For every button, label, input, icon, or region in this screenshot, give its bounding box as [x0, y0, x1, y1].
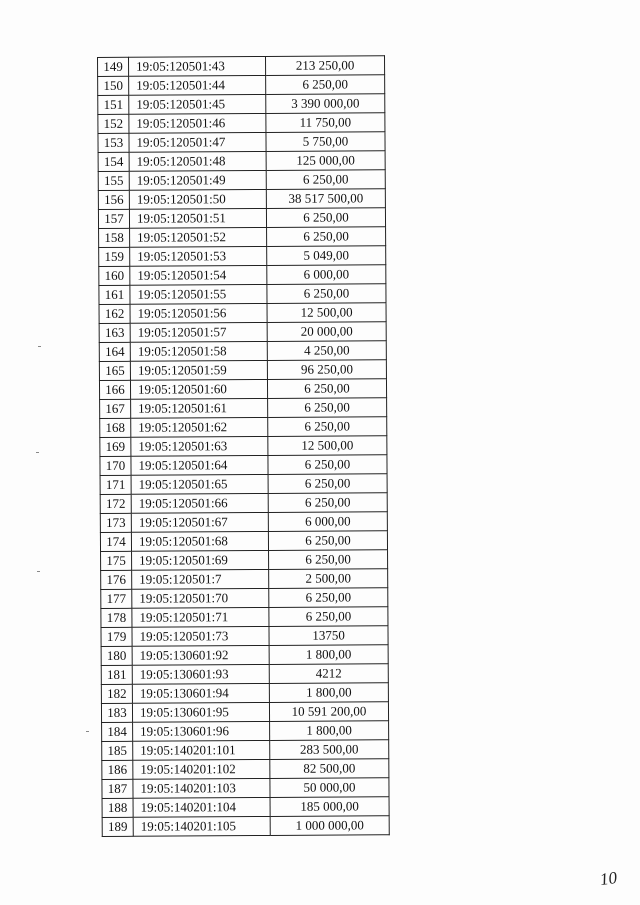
row-number-cell: 168 [100, 418, 131, 437]
table-row [99, 341, 386, 362]
row-number-cell: 186 [102, 760, 133, 779]
row-number-cell: 154 [98, 152, 129, 171]
cadastral-number-cell: 19:05:120501:68 [131, 531, 268, 551]
row-number-cell: 188 [102, 798, 133, 817]
row-number-cell: 167 [100, 399, 131, 418]
cadastral-number-cell: 19:05:120501:59 [130, 360, 267, 380]
cadastral-number-cell: 19:05:120501:70 [132, 588, 269, 608]
amount-cell: 4212 [269, 664, 388, 684]
amount-cell: 5 049,00 [267, 246, 386, 266]
amount-cell: 6 250,00 [268, 398, 387, 418]
row-number-cell: 166 [99, 380, 130, 399]
handwritten-page-number: 10 [598, 867, 619, 890]
cadastral-number-cell: 19:05:120501:53 [130, 246, 267, 266]
table-row [98, 94, 385, 115]
amount-cell: 5 750,00 [266, 132, 385, 152]
amount-cell: 6 250,00 [267, 284, 386, 304]
table-row [101, 664, 388, 685]
cadastral-number-cell: 19:05:140201:103 [133, 778, 270, 798]
cadastral-number-cell: 19:05:130601:93 [132, 664, 269, 684]
cadastral-number-cell: 19:05:120501:67 [131, 512, 268, 532]
table-row [99, 379, 386, 400]
table-row [99, 360, 386, 381]
cadastral-number-cell: 19:05:120501:60 [130, 379, 267, 399]
cadastral-number-cell: 19:05:120501:48 [129, 151, 266, 171]
table-row [98, 170, 385, 191]
cadastral-number-cell: 19:05:120501:46 [129, 113, 266, 133]
table-row [98, 56, 385, 77]
row-number-cell: 153 [98, 133, 129, 152]
table-body [98, 56, 390, 837]
row-number-cell: 169 [100, 437, 131, 456]
amount-cell: 50 000,00 [270, 778, 389, 798]
row-number-cell: 163 [99, 323, 130, 342]
cadastral-number-cell: 19:05:120501:55 [130, 284, 267, 304]
cadastral-number-cell: 19:05:120501:57 [130, 322, 267, 342]
row-number-cell: 151 [98, 95, 129, 114]
amount-cell: 10 591 200,00 [269, 702, 388, 722]
amount-cell: 6 000,00 [268, 512, 387, 532]
amount-cell: 6 250,00 [269, 607, 388, 627]
table-row [98, 113, 385, 134]
cadastral-number-cell: 19:05:130601:92 [132, 645, 269, 665]
table-row [98, 75, 385, 96]
table-row [99, 284, 386, 305]
table-row [102, 816, 389, 837]
cadastral-number-cell: 19:05:120501:65 [131, 474, 268, 494]
table-row [102, 721, 389, 742]
row-number-cell: 180 [101, 646, 132, 665]
table-row [101, 626, 388, 647]
table-row [101, 588, 388, 609]
row-number-cell: 150 [98, 76, 129, 95]
amount-cell: 6 250,00 [266, 75, 385, 95]
cadastral-number-cell: 19:05:120501:52 [130, 227, 267, 247]
cadastral-value-table [97, 55, 390, 837]
table-row [102, 740, 389, 761]
table-row [102, 778, 389, 799]
row-number-cell: 176 [101, 570, 132, 589]
row-number-cell: 164 [99, 342, 130, 361]
cadastral-number-cell: 19:05:120501:49 [129, 170, 266, 190]
cadastral-number-cell: 19:05:120501:62 [131, 417, 268, 437]
amount-cell: 6 250,00 [266, 208, 385, 228]
amount-cell: 1 000 000,00 [270, 816, 389, 836]
row-number-cell: 161 [99, 285, 130, 304]
row-number-cell: 189 [102, 817, 133, 836]
row-number-cell: 170 [100, 456, 131, 475]
cadastral-number-cell: 19:05:120501:73 [132, 626, 269, 646]
table-row [100, 398, 387, 419]
amount-cell: 213 250,00 [265, 56, 384, 76]
cadastral-number-cell: 19:05:120501:56 [130, 303, 267, 323]
table-row [100, 512, 387, 533]
cadastral-number-cell: 19:05:120501:54 [130, 265, 267, 285]
row-number-cell: 182 [101, 684, 132, 703]
amount-cell: 20 000,00 [267, 322, 386, 342]
cadastral-number-cell: 19:05:120501:50 [129, 189, 266, 209]
amount-cell: 2 500,00 [269, 569, 388, 589]
row-number-cell: 158 [99, 228, 130, 247]
row-number-cell: 184 [102, 722, 133, 741]
amount-cell: 125 000,00 [266, 151, 385, 171]
table-row [98, 151, 385, 172]
table-row [99, 322, 386, 343]
table-row [101, 550, 388, 571]
cadastral-number-cell: 19:05:120501:66 [131, 493, 268, 513]
row-number-cell: 183 [101, 703, 132, 722]
row-number-cell: 173 [100, 513, 131, 532]
row-number-cell: 185 [102, 741, 133, 760]
table-row [101, 607, 388, 628]
table-row [100, 474, 387, 495]
row-number-cell: 181 [101, 665, 132, 684]
row-number-cell: 149 [98, 57, 129, 76]
table-row [100, 417, 387, 438]
cadastral-number-cell: 19:05:130601:96 [133, 721, 270, 741]
amount-cell: 1 800,00 [270, 721, 389, 741]
amount-cell: 6 250,00 [268, 474, 387, 494]
amount-cell: 3 390 000,00 [266, 94, 385, 114]
scan-speck [86, 731, 89, 732]
amount-cell: 12 500,00 [268, 436, 387, 456]
table-row [98, 189, 385, 210]
cadastral-number-cell: 19:05:120501:7 [132, 569, 269, 589]
row-number-cell: 162 [99, 304, 130, 323]
amount-cell: 12 500,00 [267, 303, 386, 323]
table-row [100, 436, 387, 457]
cadastral-number-cell: 19:05:140201:104 [133, 797, 270, 817]
cadastral-number-cell: 19:05:130601:94 [132, 683, 269, 703]
row-number-cell: 187 [102, 779, 133, 798]
cadastral-number-cell: 19:05:120501:64 [131, 455, 268, 475]
table-row [99, 303, 386, 324]
table-row [99, 227, 386, 248]
amount-cell: 82 500,00 [270, 759, 389, 779]
cadastral-number-cell: 19:05:120501:47 [129, 132, 266, 152]
amount-cell: 6 250,00 [267, 379, 386, 399]
amount-cell: 6 250,00 [269, 588, 388, 608]
row-number-cell: 171 [100, 475, 131, 494]
amount-cell: 4 250,00 [267, 341, 386, 361]
row-number-cell: 178 [101, 608, 132, 627]
table-row [98, 132, 385, 153]
amount-cell: 6 250,00 [267, 227, 386, 247]
cadastral-number-cell: 19:05:120501:69 [132, 550, 269, 570]
cadastral-number-cell: 19:05:120501:71 [132, 607, 269, 627]
table-row [98, 208, 385, 229]
cadastral-number-cell: 19:05:120501:63 [131, 436, 268, 456]
cadastral-number-cell: 19:05:120501:58 [130, 341, 267, 361]
table-row [99, 265, 386, 286]
cadastral-number-cell: 19:05:140201:101 [133, 740, 270, 760]
table-row [102, 759, 389, 780]
table-row [101, 683, 388, 704]
row-number-cell: 172 [100, 494, 131, 513]
row-number-cell: 175 [101, 551, 132, 570]
cadastral-number-cell: 19:05:130601:95 [132, 702, 269, 722]
amount-cell: 185 000,00 [270, 797, 389, 817]
amount-cell: 1 800,00 [269, 683, 388, 703]
table-row [102, 797, 389, 818]
cadastral-number-cell: 19:05:120501:44 [129, 75, 266, 95]
scan-speck [36, 452, 39, 453]
row-number-cell: 179 [101, 627, 132, 646]
row-number-cell: 177 [101, 589, 132, 608]
cadastral-number-cell: 19:05:120501:61 [131, 398, 268, 418]
amount-cell: 6 250,00 [269, 550, 388, 570]
amount-cell: 6 000,00 [267, 265, 386, 285]
cadastral-number-cell: 19:05:140201:105 [133, 816, 270, 836]
table-row [101, 702, 388, 723]
amount-cell: 11 750,00 [266, 113, 385, 133]
table-row [99, 246, 386, 267]
amount-cell: 283 500,00 [270, 740, 389, 760]
table-row [101, 569, 388, 590]
amount-cell: 6 250,00 [266, 170, 385, 190]
table-row [101, 645, 388, 666]
cadastral-number-cell: 19:05:140201:102 [133, 759, 270, 779]
cadastral-number-cell: 19:05:120501:43 [129, 56, 266, 76]
cadastral-number-cell: 19:05:120501:45 [129, 94, 266, 114]
row-number-cell: 156 [98, 190, 129, 209]
amount-cell: 96 250,00 [267, 360, 386, 380]
amount-cell: 13750 [269, 626, 388, 646]
row-number-cell: 165 [99, 361, 130, 380]
row-number-cell: 174 [100, 532, 131, 551]
amount-cell: 1 800,00 [269, 645, 388, 665]
row-number-cell: 159 [99, 247, 130, 266]
table-row [100, 455, 387, 476]
amount-cell: 38 517 500,00 [266, 189, 385, 209]
table-row [100, 531, 387, 552]
table-row [100, 493, 387, 514]
amount-cell: 6 250,00 [268, 531, 387, 551]
amount-cell: 6 250,00 [268, 417, 387, 437]
row-number-cell: 152 [98, 114, 129, 133]
amount-cell: 6 250,00 [268, 493, 387, 513]
row-number-cell: 155 [98, 171, 129, 190]
amount-cell: 6 250,00 [268, 455, 387, 475]
scan-speck [38, 346, 41, 347]
cadastral-number-cell: 19:05:120501:51 [129, 208, 266, 228]
scan-speck [37, 571, 40, 572]
row-number-cell: 160 [99, 266, 130, 285]
row-number-cell: 157 [98, 209, 129, 228]
